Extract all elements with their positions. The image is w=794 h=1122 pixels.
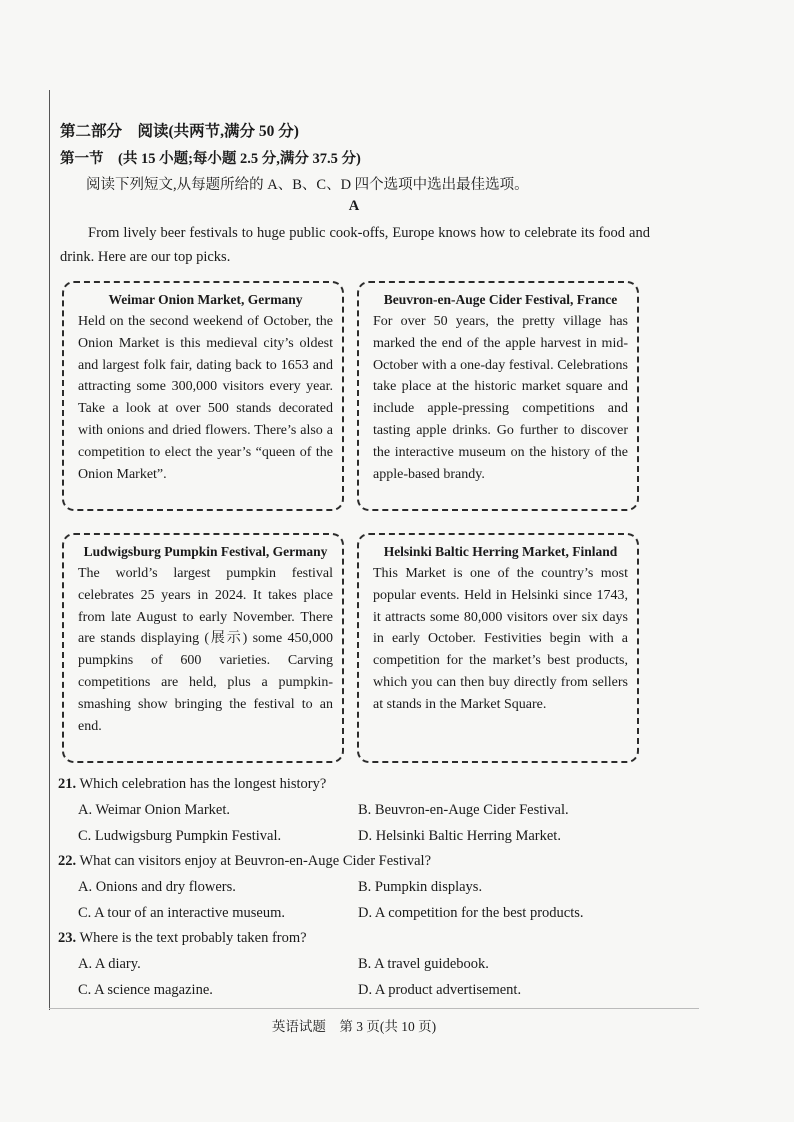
part-title: 第二部分 阅读(共两节,满分 50 分) (60, 123, 299, 140)
festival-box-helsinki (357, 533, 639, 763)
option-21-a[interactable]: A. Weimar Onion Market. (78, 802, 230, 818)
page-footer: 英语试题 第 3 页(共 10 页) (271, 1019, 437, 1034)
question-number: 23. (58, 930, 77, 946)
section-title: 第一节 (共 15 小题;每小题 2.5 分,满分 37.5 分) (60, 151, 361, 167)
festival-box-title: Ludwigsburg Pumpkin Festival, Germany (83, 544, 328, 559)
festival-box-body: For over 50 years, the pretty village has marked the end of the apple harvest in mid-October with a one-day festival. Celebrations take place at the historic market square and include apple-pressing competitions and tasting apple drinks. Go further to discover the interactive museum on the history of the apple-based brandy. (373, 314, 628, 482)
passage-label: A (348, 198, 360, 214)
option-23-c[interactable]: C. A science magazine. (78, 982, 213, 998)
festival-box-title: Weimar Onion Market, Germany (108, 292, 303, 307)
instruction-text: 阅读下列短文,从每题所给的 A、B、C、D 四个选项中选出最佳选项。 (86, 177, 529, 193)
festival-box-beuvron (357, 281, 639, 511)
question-text: Where is the text probably taken from? (79, 930, 307, 946)
option-23-d[interactable]: D. A product advertisement. (358, 982, 522, 998)
festival-box-body: This Market is one of the country’s most popular events. Held in Helsinki since 1743, it attracts some 80,000 visitors over six days in early October. Festivities begin with a competition for the market’s best products, which you can then buy directly from sellers at stands in the Market Square. (373, 566, 628, 712)
option-23-a[interactable]: A. A diary. (78, 956, 141, 972)
question-number: 21. (58, 776, 77, 792)
option-23-b[interactable]: B. A travel guidebook. (358, 956, 489, 972)
option-22-d[interactable]: D. A competition for the best products. (358, 905, 584, 921)
option-21-b[interactable]: B. Beuvron-en-Auge Cider Festival. (358, 802, 569, 818)
option-22-b[interactable]: B. Pumpkin displays. (358, 879, 483, 895)
left-margin-rule (49, 90, 50, 1010)
question-text: What can visitors enjoy at Beuvron-en-Auge Cider Festival? (79, 853, 432, 869)
option-22-c[interactable]: C. A tour of an interactive museum. (78, 905, 285, 921)
festival-box-body: Held on the second weekend of October, the Onion Market is this medieval city’s oldest and largest folk fair, dating back to 1653 and attracting some 300,000 visitors every year. Take a look at over 500 stands decorated with onions and dried flowers. There’s also a competition to elect the year’s “queen of the Onion Market”. (78, 314, 333, 482)
question-23 (58, 930, 307, 947)
festival-box-title: Beuvron-en-Auge Cider Festival, France (383, 292, 618, 307)
festival-box-ludwigsburg (62, 533, 344, 763)
festival-box-weimar (62, 281, 344, 511)
passage-intro: From lively beer festivals to huge public cook-offs, Europe knows how to celebrate its food and drink. Here are our top picks. (60, 225, 650, 265)
option-21-d[interactable]: D. Helsinki Baltic Herring Market. (358, 828, 561, 844)
footer-divider (49, 1008, 699, 1009)
question-number: 22. (58, 853, 77, 869)
festival-box-title: Helsinki Baltic Herring Market, Finland (383, 544, 618, 559)
question-22 (58, 853, 431, 870)
option-22-a[interactable]: A. Onions and dry flowers. (78, 879, 236, 895)
question-text: Which celebration has the longest history? (79, 776, 327, 792)
festival-box-body: The world’s largest pumpkin festival celebrates 25 years in 2024. It takes place from late August to early November. There are stands displaying (展示) some 450,000 pumpkins of 600 varieties. Carving competitions are held, plus a pumpkin-smashing show bringing the festival to an end. (78, 566, 333, 734)
option-21-c[interactable]: C. Ludwigsburg Pumpkin Festival. (78, 828, 282, 844)
question-21 (58, 776, 326, 793)
